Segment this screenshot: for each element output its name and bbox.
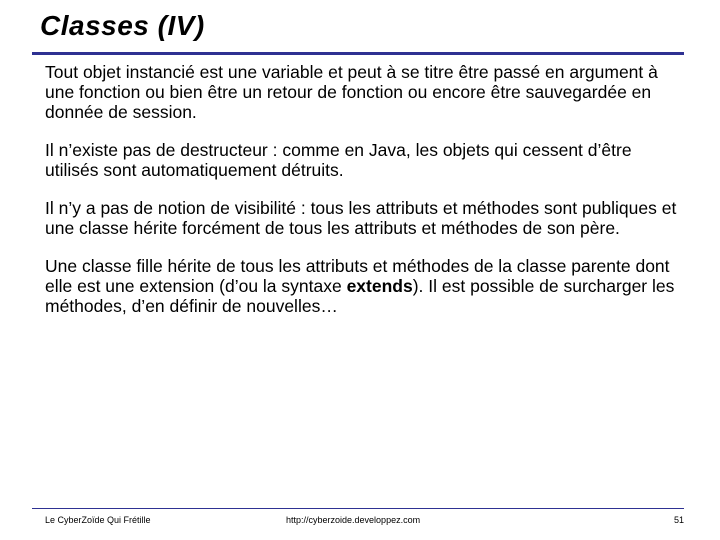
footer-rule	[32, 508, 684, 509]
paragraph-objects: Tout objet instancié est une variable et peut à se titre être passé en argument à une fonction ou bien être un retour de fonction ou encore être sauvegardée en donnée de session.	[45, 62, 658, 122]
paragraph-inheritance-text-after: ). Il est possible de surcharger les méthodes, d’en définir de nouvelles…	[45, 276, 675, 316]
footer-page-number: 51	[674, 515, 685, 525]
paragraph-inheritance	[45, 256, 685, 316]
paragraph-visibility: Il n’y a pas de notion de visibilité : tous les attributs et méthodes sont publiques et une classe hérite forcément de tous les attributs et méthodes de son père.	[45, 198, 677, 238]
slide-body	[45, 62, 685, 334]
slide-title: Classes (IV)	[40, 10, 205, 41]
extends-keyword: extends	[346, 276, 413, 296]
footer-author: Le CyberZoïde Qui Frétille	[45, 515, 151, 525]
paragraph-destructor: Il n’existe pas de destructeur : comme en Java, les objets qui cessent d’être utilisés sont automatiquement détruits.	[45, 140, 632, 180]
footer-url: http://cyberzoide.developpez.com	[286, 515, 421, 525]
title-underline	[32, 52, 684, 55]
paragraph-inheritance-text-before: Une classe fille hérite de tous les attributs et méthodes de la classe parente dont elle est une extension (d’ou la syntaxe	[45, 256, 670, 296]
